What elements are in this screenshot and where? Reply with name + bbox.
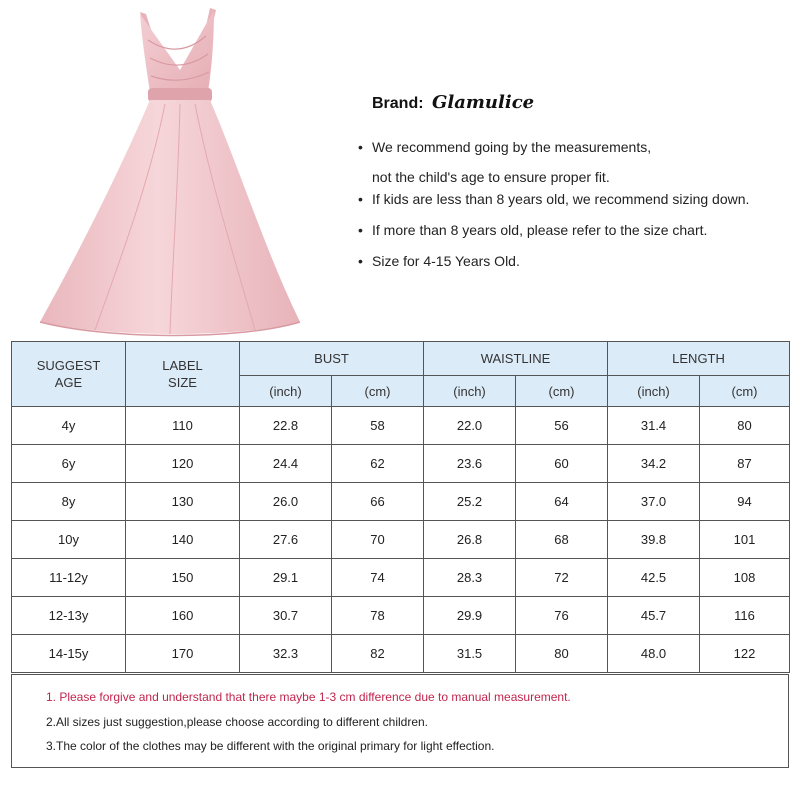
- brand-label: Brand:: [372, 95, 424, 112]
- cell-bust-cm: 70: [332, 521, 424, 559]
- cell-age: 11-12y: [12, 559, 126, 597]
- table-row: [12, 407, 790, 445]
- header-waistline: WAISTLINE: [424, 342, 608, 376]
- cell-bust-inch: 24.4: [240, 445, 332, 483]
- header-length: LENGTH: [608, 342, 790, 376]
- cell-bust-inch: 32.3: [240, 635, 332, 673]
- cell-waist-cm: 64: [516, 483, 608, 521]
- tip-item: [358, 252, 749, 270]
- header-suggest-age: SUGGEST AGE: [12, 342, 126, 407]
- unit-inch: (inch): [608, 376, 700, 407]
- cell-waist-inch: 22.0: [424, 407, 516, 445]
- cell-age: 14-15y: [12, 635, 126, 673]
- notes-box: [11, 674, 789, 768]
- table-row: [12, 559, 790, 597]
- tip-item: [358, 138, 749, 185]
- unit-inch: (inch): [424, 376, 516, 407]
- size-chart-table: [11, 341, 790, 673]
- cell-label-size: 160: [126, 597, 240, 635]
- dress-image: [0, 0, 340, 340]
- cell-length-cm: 80: [700, 407, 790, 445]
- cell-length-inch: 31.4: [608, 407, 700, 445]
- cell-bust-cm: 82: [332, 635, 424, 673]
- cell-bust-inch: 26.0: [240, 483, 332, 521]
- cell-waist-inch: 23.6: [424, 445, 516, 483]
- cell-length-cm: 101: [700, 521, 790, 559]
- cell-length-inch: 34.2: [608, 445, 700, 483]
- tip-text: Size for 4-15 Years Old.: [372, 253, 520, 269]
- cell-age: 8y: [12, 483, 126, 521]
- header-bust: BUST: [240, 342, 424, 376]
- bullet-icon: •: [358, 253, 363, 269]
- cell-length-cm: 122: [700, 635, 790, 673]
- cell-age: 4y: [12, 407, 126, 445]
- cell-label-size: 130: [126, 483, 240, 521]
- sizing-tips: [358, 138, 749, 270]
- cell-waist-cm: 72: [516, 559, 608, 597]
- cell-waist-cm: 80: [516, 635, 608, 673]
- cell-label-size: 150: [126, 559, 240, 597]
- header-label-size: LABEL SIZE: [126, 342, 240, 407]
- cell-bust-cm: 62: [332, 445, 424, 483]
- cell-waist-inch: 31.5: [424, 635, 516, 673]
- unit-cm: (cm): [700, 376, 790, 407]
- cell-bust-inch: 22.8: [240, 407, 332, 445]
- cell-length-inch: 39.8: [608, 521, 700, 559]
- note-2: 2.All sizes just suggestion,please choose according to different children.: [46, 715, 429, 729]
- cell-length-inch: 37.0: [608, 483, 700, 521]
- tip-text: If kids are less than 8 years old, we recommend sizing down.: [372, 191, 750, 207]
- unit-cm: (cm): [332, 376, 424, 407]
- cell-waist-cm: 60: [516, 445, 608, 483]
- table-row: [12, 445, 790, 483]
- tip-text: If more than 8 years old, please refer to the size chart.: [372, 222, 708, 238]
- cell-waist-cm: 68: [516, 521, 608, 559]
- cell-label-size: 170: [126, 635, 240, 673]
- cell-length-cm: 116: [700, 597, 790, 635]
- unit-cm: (cm): [516, 376, 608, 407]
- cell-bust-cm: 74: [332, 559, 424, 597]
- cell-length-cm: 94: [700, 483, 790, 521]
- note-3: 3.The color of the clothes may be different with the original primary for light effection.: [46, 739, 495, 753]
- cell-length-inch: 42.5: [608, 559, 700, 597]
- cell-bust-inch: 30.7: [240, 597, 332, 635]
- cell-bust-cm: 78: [332, 597, 424, 635]
- bullet-icon: •: [358, 191, 363, 207]
- tip-item: [358, 221, 749, 239]
- cell-waist-inch: 28.3: [424, 559, 516, 597]
- unit-inch: (inch): [240, 376, 332, 407]
- tip-item: [358, 190, 749, 208]
- table-row: [12, 597, 790, 635]
- cell-length-inch: 45.7: [608, 597, 700, 635]
- table-row: [12, 521, 790, 559]
- brand-name: Glamulice: [432, 92, 535, 113]
- bullet-icon: •: [358, 139, 363, 155]
- table-row: [12, 483, 790, 521]
- tip-text: not the child's age to ensure proper fit.: [372, 169, 610, 185]
- cell-bust-inch: 27.6: [240, 521, 332, 559]
- cell-age: 10y: [12, 521, 126, 559]
- bullet-icon: •: [358, 222, 363, 238]
- table-row: [12, 635, 790, 673]
- cell-label-size: 140: [126, 521, 240, 559]
- cell-waist-inch: 29.9: [424, 597, 516, 635]
- cell-label-size: 120: [126, 445, 240, 483]
- cell-age: 6y: [12, 445, 126, 483]
- cell-waist-cm: 56: [516, 407, 608, 445]
- cell-length-inch: 48.0: [608, 635, 700, 673]
- tip-text: We recommend going by the measurements,: [372, 139, 652, 155]
- note-1: 1. Please forgive and understand that there maybe 1-3 cm difference due to manual measurement.: [46, 690, 571, 704]
- cell-waist-cm: 76: [516, 597, 608, 635]
- cell-age: 12-13y: [12, 597, 126, 635]
- cell-bust-inch: 29.1: [240, 559, 332, 597]
- cell-waist-inch: 25.2: [424, 483, 516, 521]
- cell-bust-cm: 58: [332, 407, 424, 445]
- cell-length-cm: 87: [700, 445, 790, 483]
- cell-length-cm: 108: [700, 559, 790, 597]
- cell-label-size: 110: [126, 407, 240, 445]
- cell-bust-cm: 66: [332, 483, 424, 521]
- cell-waist-inch: 26.8: [424, 521, 516, 559]
- brand-line: [372, 92, 534, 113]
